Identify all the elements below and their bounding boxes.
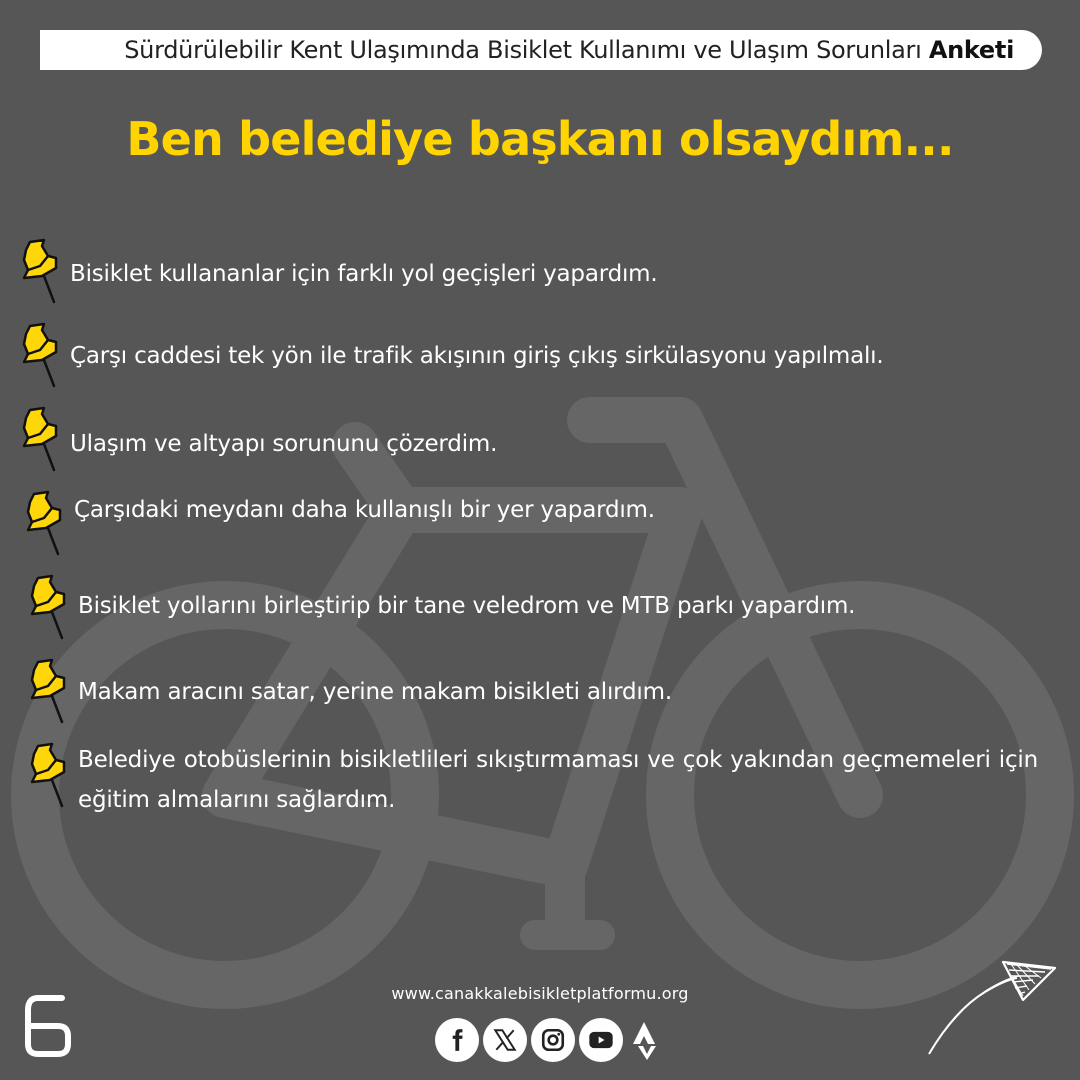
scribble-arrow-icon [925, 950, 1065, 1060]
facebook-icon[interactable] [435, 1018, 479, 1062]
page-title: Ben belediye başkanı olsaydım... [126, 112, 954, 166]
pushpin-icon [22, 740, 72, 808]
instagram-icon[interactable] [531, 1018, 575, 1062]
list-item-text: Çarşıdaki meydanı daha kullanışlı bir yer yapardım. [74, 497, 655, 523]
survey-title: Sürdürülebilir Kent Ulaşımında Bisiklet Kullanımı ve Ulaşım Sorunları Anketi [124, 36, 1014, 64]
pushpin-icon [22, 656, 72, 724]
list-item-text: Bisiklet kullananlar için farklı yol geçişleri yapardım. [70, 261, 658, 287]
survey-title-suffix: Anketi [928, 36, 1014, 64]
list-item [14, 320, 883, 388]
list-item [18, 488, 655, 556]
list-item-text: Ulaşım ve altyapı sorununu çözerdim. [70, 431, 498, 457]
pushpin-icon [14, 236, 64, 304]
list-item-text: Bisiklet yollarını birleştirip bir tane veledrom ve MTB parkı yapardım. [78, 593, 856, 619]
social-icons [435, 1018, 667, 1062]
survey-header-bar [40, 30, 1042, 70]
pushpin-icon [18, 488, 68, 556]
youtube-icon[interactable] [579, 1018, 623, 1062]
strava-icon[interactable] [627, 1018, 667, 1062]
x-icon[interactable] [483, 1018, 527, 1062]
list-item [22, 740, 1044, 820]
list-item-text: Belediye otobüslerinin bisikletlileri sıkıştırmaması ve çok yakından geçmemeleri için eğitim almalarını sağlardım. [78, 747, 1038, 813]
list-item [14, 404, 497, 472]
pushpin-icon [14, 320, 64, 388]
pushpin-icon [14, 404, 64, 472]
pushpin-icon [22, 572, 72, 640]
list-item [14, 236, 657, 304]
list-item [22, 572, 855, 640]
list-item-text: Makam aracını satar, yerine makam bisikleti alırdım. [78, 679, 672, 705]
list-item-text: Çarşı caddesi tek yön ile trafik akışının giriş çıkış sirkülasyonu yapılmalı. [70, 343, 884, 369]
website-link[interactable]: www.canakkalebisikletplatformu.org [391, 984, 689, 1003]
list-item [22, 656, 672, 724]
